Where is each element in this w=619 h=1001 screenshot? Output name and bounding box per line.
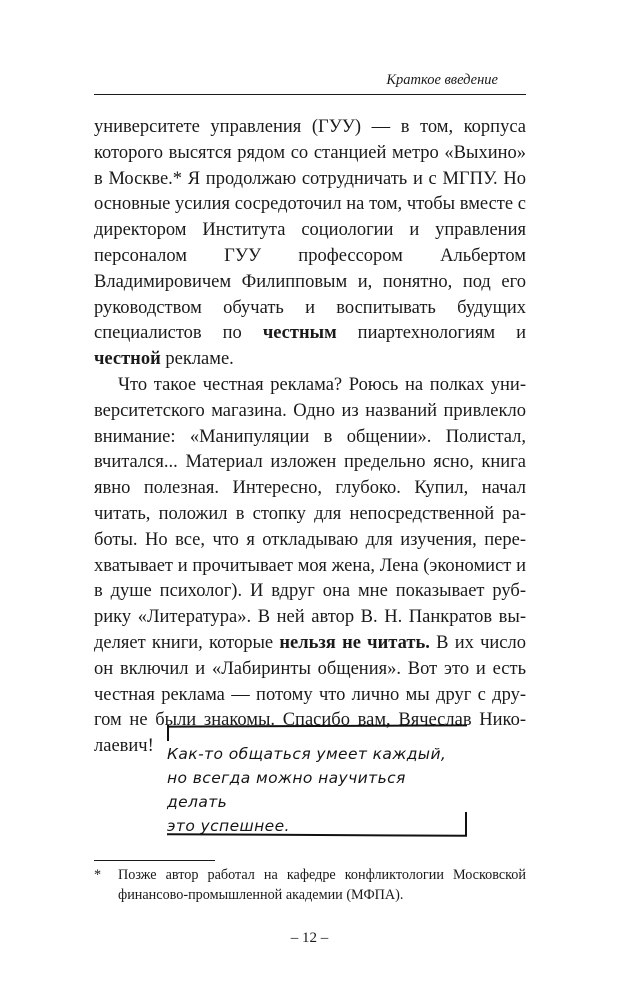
footnote <box>94 865 526 905</box>
paragraph-1 <box>94 115 526 373</box>
paragraph-1-text-c: рекламе. <box>160 349 234 370</box>
paragraph-2-text-b: В их число он включил и «Лабиринты общения». Вот это и есть честная реклама — потому что лично мы друг с другом не были знакомы. Спасибо вам, Вячеслав Николаевич! <box>94 632 526 757</box>
running-head: Краткое введение <box>386 72 498 88</box>
handwritten-note-text: Как-то общаться умеет каждый, но всегда можно научиться делать это успешнее. <box>167 745 447 835</box>
bold-word-honest-2: честной <box>94 349 161 370</box>
bold-word-honest-1: честным <box>262 323 337 344</box>
paragraph-2 <box>94 373 526 760</box>
header-rule <box>94 94 526 95</box>
note-right-tick <box>465 812 467 836</box>
paragraph-2-text-a: Что такое честная реклама? Роюсь на полках университетского магазина. Одно из названий привлекло внимание: «Манипуляции в общении». Полистал, вчитался... Материал изложен предельно ясно, книга явно полезная. Интересно, глубоко. Купил, начал читать, положил в стопку для непосредственной работы. Но все, что я откладываю для изучения, перехватывает и прочитывает моя жена, Лена (экономист и в душе психолог). И вдруг она мне показывает рубрику «Литература». В ней автор В. Н. Панкратов выделяет книги, которые <box>94 374 526 653</box>
handwritten-note-frame <box>167 720 467 836</box>
page-number: – 12 – <box>290 930 329 946</box>
footnote-text: Позже автор работал на кафедре конфликтологии Московской финансово-промышленной академии (МФПА). <box>118 867 526 903</box>
paragraph-1-text-a: университете управления (ГУУ) — в том, корпуса которого высятся рядом со станцией метро «Выхино» в Москве.* Я продолжаю сотрудничать и с МГПУ. Но основные усилия сосредоточил на том, чтобы вместе с директором Института социологии и управления персоналом ГУУ профессором Альбертом Владимировичем Филипповым и, понятно, под его руководством обучать и воспитывать будущих специалистов по <box>94 117 526 344</box>
note-left-tick <box>167 725 169 741</box>
body-text <box>94 115 526 760</box>
footnote-mark: * <box>94 867 102 883</box>
paragraph-1-text-b: пиартехнологиям и <box>336 323 526 344</box>
footnote-rule <box>94 860 215 861</box>
note-top-line <box>167 724 467 727</box>
bold-phrase-must-read: нельзя не читать. <box>279 632 430 653</box>
